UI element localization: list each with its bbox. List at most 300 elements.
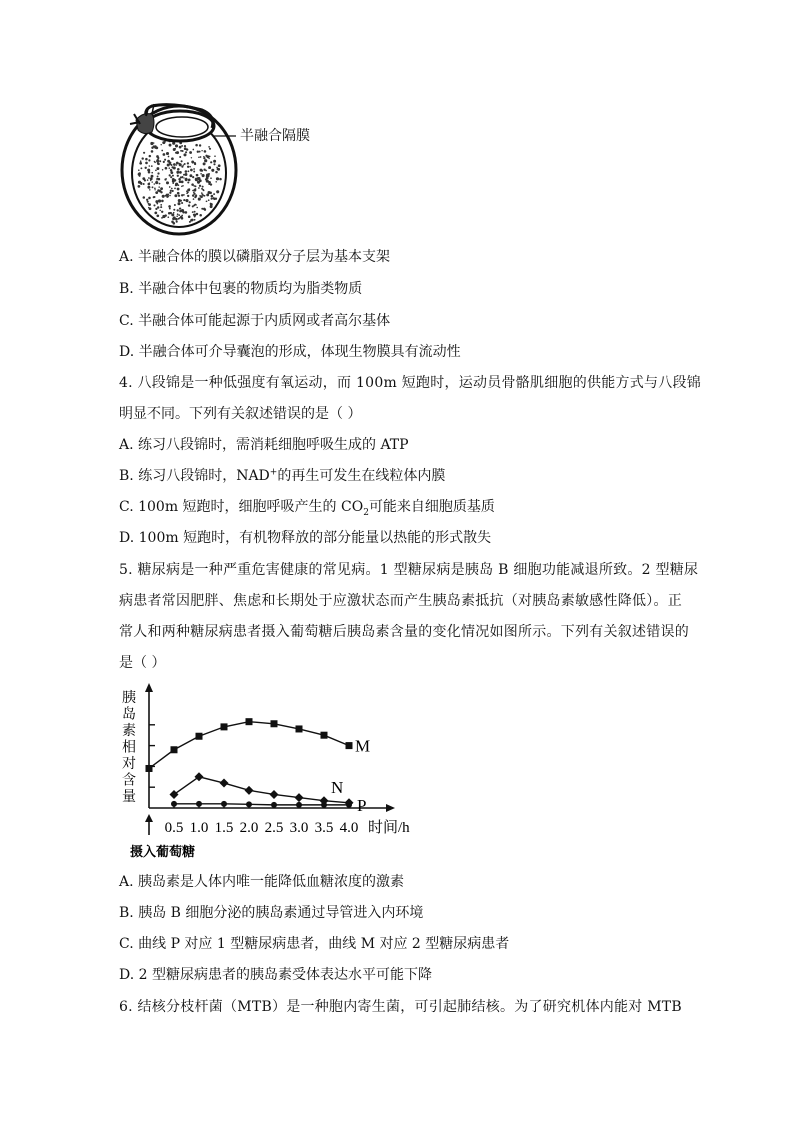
content-dot [209,191,212,194]
content-dot [189,166,191,168]
content-dot [159,183,161,185]
x-tick-label: 2.5 [264,820,284,836]
content-dot [198,156,200,158]
content-dot [215,198,217,200]
content-dot [171,157,174,160]
q4-option-b-text-2: 的再生可发生在线粒体内膜 [277,468,446,484]
content-dot [195,144,198,147]
content-dot [192,205,194,207]
content-dot [153,204,155,206]
content-dot [211,169,214,172]
content-dot [179,146,182,149]
content-dot [167,194,169,196]
content-dot [174,204,176,206]
content-dot [158,178,161,181]
content-dot [204,209,206,211]
content-dot [153,196,155,198]
q4-option-d: D. 100m 短跑时，有机物释放的部分能量以热能的形式散失 [119,530,492,546]
content-dot [218,164,221,167]
x-tick-label: 3.5 [314,820,334,836]
content-dot [170,164,172,166]
content-dot [193,168,195,170]
content-dot [170,169,173,172]
content-dot [181,165,183,167]
q5-stem-line1: 5. 糖尿病是一种严重危害健康的常见病。1 型糖尿病是胰岛 B 细胞功能减退所致。2 型糖尿 [119,562,699,578]
q3-option-a: A. 半融合体的膜以磷脂双分子层为基本支架 [119,249,391,265]
content-dot [140,167,142,169]
content-dot [155,181,158,184]
q4-option-c-text-1: C. 100m 短跑时，细胞呼吸产生的 CO [119,499,364,515]
q4-option-b [119,466,445,486]
hemifusion-diagram [112,100,352,240]
content-dot [183,177,184,178]
content-dot [185,178,187,180]
content-dot [219,178,222,181]
content-dot [183,153,186,156]
x-tick-label: 1.5 [214,820,234,836]
content-dot [191,183,194,186]
content-dot [193,185,195,187]
q4-option-c-text-2: 可能来自细胞质基质 [368,499,495,515]
content-dot [168,156,170,158]
content-dot [201,192,203,194]
content-dot [176,162,179,165]
content-dot [208,173,210,175]
content-dot [189,151,192,154]
content-dot [185,170,188,173]
content-dot [176,164,178,166]
content-dot [196,174,199,177]
point-M [296,725,303,732]
content-dot [156,178,158,180]
content-dot [193,189,196,192]
q6-stem-line1: 6. 结核分枝杆菌（MTB）是一种胞内寄生菌，可引起肺结核。为了研究机体内能对 MTB [119,999,682,1015]
content-dot [185,151,187,153]
q5-option-d: D. 2 型糖尿病患者的胰岛素受体表达水平可能下降 [119,967,432,983]
point-N [270,790,279,799]
content-dot [205,170,207,172]
point-M [196,733,203,740]
content-dot [167,160,170,163]
content-dot [169,186,171,188]
content-dot [162,169,164,171]
point-M [321,732,328,739]
content-dot [181,177,183,179]
content-dot [156,203,158,205]
content-dot [180,200,182,202]
content-dot [215,181,216,182]
content-dot [185,211,188,214]
content-dot [194,219,196,221]
content-dot [139,175,141,177]
content-dot [148,203,150,205]
content-dot [192,176,194,178]
content-dot [169,174,171,176]
content-dot [213,193,215,195]
content-dot [196,207,198,209]
point-N [170,790,179,799]
q4-option-c-sub: 2 [363,507,369,518]
point-M [221,723,228,730]
content-dot [195,204,196,205]
content-dot [161,217,163,219]
q5-stem-line4: 是（ ） [119,655,166,671]
content-dot [172,180,175,183]
content-dot [179,163,181,165]
content-dot [156,160,159,163]
content-dot [166,152,169,155]
content-dot [154,161,156,163]
content-dot [206,200,208,202]
content-dot [179,210,181,212]
point-M [246,718,253,725]
content-dot [143,196,146,199]
q3-option-c: C. 半融合体可能起源于内质网或者高尔基体 [119,313,391,329]
y-axis-label-char: 素 [122,724,136,739]
content-dot [177,188,180,191]
content-dot [172,175,174,177]
content-dot [147,186,150,189]
content-dot [187,181,189,183]
content-dot [208,158,209,159]
content-dot [186,190,188,192]
content-dot [208,183,210,185]
q5-stem-line3: 常人和两种糖尿病患者摄入葡萄糖后胰岛素含量的变化情况如图所示。下列有关叙述错误的 [119,624,689,640]
content-dot [213,197,215,199]
content-dot [176,215,178,217]
content-dot [160,204,162,206]
q5-stem-line2: 病患者常因肥胖、焦虑和长期处于应激状态而产生胰岛素抵抗（对胰岛素敏感性降低）。正 [119,593,682,609]
content-dot [184,163,186,165]
content-dot [198,187,200,189]
point-P [246,801,252,807]
content-dot [167,216,169,218]
content-dot [159,210,160,211]
point-P [296,802,302,808]
q3-option-d: D. 半融合体可介导囊泡的形成，体现生物膜具有流动性 [119,344,461,360]
content-dot [185,199,188,202]
content-dot [161,150,163,152]
content-dot [168,212,171,215]
y-axis-label-char: 胰 [122,691,136,706]
content-dot [181,202,183,204]
q4-option-a: A. 练习八段锦时，需消耗细胞呼吸生成的 ATP [119,437,409,453]
content-dot [210,183,212,185]
content-dot [178,214,180,216]
content-dot [179,207,181,209]
content-dot [161,211,163,213]
content-dot [144,179,146,181]
content-dot [187,166,189,168]
content-dot [189,174,192,177]
content-dot [192,194,194,196]
x-tick-label: 0.5 [164,820,184,836]
content-dot [148,165,150,167]
content-dot [190,219,192,221]
content-dot [203,162,206,165]
content-dot [173,163,176,166]
content-dot [215,171,218,174]
content-dot [189,201,191,203]
content-dot [169,208,171,210]
content-dot [151,165,153,167]
content-dot [181,186,182,187]
content-dot [199,185,201,187]
content-dot [217,168,219,170]
content-dot [158,199,161,202]
content-dot [150,180,151,181]
content-dot [188,204,190,206]
content-dot [148,197,151,200]
content-dot [163,153,166,156]
content-dot [175,144,178,147]
content-dot [206,180,209,183]
content-dot [147,201,149,203]
content-dot [165,195,167,197]
content-dot [157,189,160,192]
content-dot [179,171,182,174]
content-dot [175,152,177,154]
content-dot [145,167,147,169]
q4-stem-line1: 4. 八段锦是一种低强度有氧运动，而 100m 短跑时，运动员骨骼肌细胞的供能方式与八段锦 [119,375,701,391]
content-dot [154,183,156,185]
content-dot [155,200,158,203]
content-dot [142,157,144,159]
content-dot [158,186,159,187]
content-dot [171,188,173,190]
content-dot [192,162,194,164]
content-dot [140,160,142,162]
content-dot [172,190,174,192]
content-dot [203,195,204,196]
q4-stem-line2: 明显不同。下列有关叙述错误的是（ ） [119,406,362,422]
content-dot [151,146,153,148]
q4-option-b-text-1: B. 练习八段锦时，NAD [119,468,270,484]
content-dot [197,181,200,184]
content-dot [200,173,202,175]
content-dot [164,178,166,180]
content-dot [172,167,173,168]
content-dot [145,162,148,165]
content-dot [157,175,159,177]
content-dot [160,187,163,190]
content-dot [152,186,154,188]
content-dot [210,161,212,163]
content-dot [177,209,179,211]
content-dot [188,215,191,218]
content-dot [187,162,189,164]
content-dot [176,221,178,223]
content-dot [208,146,210,148]
content-dot [170,176,172,178]
content-dot [208,199,210,201]
content-dot [164,214,166,216]
content-dot [213,163,215,165]
x-tick-label: 2.0 [239,820,259,836]
content-dot [145,158,148,161]
content-dot [196,213,198,215]
content-dot [146,199,148,201]
q4-option-b-sup: + [269,467,278,478]
content-dot [175,184,177,186]
content-dot [157,206,159,208]
content-dot [214,155,216,157]
content-dot [211,198,213,200]
content-dot [213,160,216,163]
content-dot [149,155,151,157]
y-axis-label-char: 相 [122,740,136,756]
point-P [271,802,277,808]
content-dot [195,194,197,196]
content-dot [157,172,159,174]
content-dot [210,177,212,179]
content-dot [150,177,153,180]
content-dot [193,198,195,200]
content-dot [170,171,173,174]
point-M [146,765,153,772]
content-dot [147,179,149,181]
content-dot [185,173,188,176]
insulin-chart [110,680,440,860]
q5-option-a: A. 胰岛素是人体内唯一能降低血糖浓度的激素 [119,874,405,890]
content-dot [155,191,158,194]
content-dot [170,190,172,192]
content-dot [160,191,162,193]
content-dot [181,194,183,196]
content-dot [161,200,164,203]
insulin-chart-svg [110,680,440,860]
content-dot [192,149,194,151]
content-dot [197,151,199,153]
content-dot [210,205,213,208]
content-dot [155,169,157,171]
y-axis-arrow [145,683,153,692]
content-dot [194,162,196,164]
content-dot [169,195,171,197]
y-axis-label-char: 含 [122,773,136,789]
point-P [221,801,227,807]
point-N [295,793,304,802]
content-dot [169,192,171,194]
content-dot [168,205,171,208]
content-dot [204,150,207,153]
y-axis-label [122,689,136,805]
content-dot [177,213,179,215]
q5-option-b: B. 胰岛 B 细胞分泌的胰岛素通过导管进入内环境 [119,905,424,921]
content-dot [181,160,183,162]
content-dot [186,148,188,150]
content-dot [202,174,205,177]
content-dot [147,169,150,172]
content-dot [156,155,159,158]
x-axis-start-label: 摄入葡萄糖 [130,845,196,860]
series-label-P: P [357,795,367,815]
content-dot [169,167,171,169]
series-label-M: M [355,736,371,756]
content-dot [192,211,194,213]
content-dot [203,157,205,159]
content-dot [177,202,180,205]
x-tick-label: 1.0 [189,820,209,836]
content-dot [176,171,179,174]
content-dot [195,178,198,181]
content-dot [143,152,145,154]
hemifusion-label: 半融合隔膜 [240,128,310,144]
content-dot [193,191,195,193]
content-dot [162,141,165,144]
q4-option-c [119,497,495,517]
content-dot [154,147,156,149]
content-dot [173,209,175,211]
x-tick-label: 3.0 [289,820,309,836]
content-dot [151,150,154,153]
content-dot [173,212,175,214]
content-dot [193,213,196,216]
point-N [245,786,254,795]
content-dot [167,163,170,166]
content-dot [156,214,159,217]
content-dot [140,182,142,184]
content-dot [148,159,150,161]
content-dot [174,148,176,150]
content-dot [202,186,204,188]
content-dot [180,150,182,152]
content-dot [149,182,151,184]
content-dot [198,198,201,201]
point-P [196,801,202,807]
content-dot [183,164,184,165]
content-dot [179,217,181,219]
content-dot [178,195,180,197]
content-dot [188,179,191,182]
content-dot [150,142,153,145]
content-dot [179,180,182,183]
content-dot [177,192,180,195]
content-dot [201,150,202,151]
content-dot [172,217,175,220]
content-dot [148,177,150,179]
content-dot [177,168,180,171]
start-arrow-head [145,814,153,822]
content-dot [199,214,202,217]
content-dot [151,172,153,174]
content-dot [154,189,155,190]
point-P [321,802,327,808]
content-dot [183,194,185,196]
content-dot [158,163,160,165]
point-M [346,742,353,749]
content-dot [138,185,141,188]
content-dot [160,206,162,208]
content-dot [174,188,176,190]
content-dot [192,190,194,192]
content-dot [188,170,190,172]
content-dot [191,157,192,158]
content-dot [159,160,161,162]
series-line-M [149,722,349,769]
content-dot [170,145,172,147]
point-M [271,720,278,727]
content-dot [193,171,195,173]
content-dot [187,195,189,197]
point-P [171,801,177,807]
content-dot [200,156,202,158]
content-dot [149,189,150,190]
content-dot [179,156,181,158]
content-dot [160,144,161,145]
content-dot [148,207,149,208]
y-axis-label-char: 对 [122,757,136,772]
